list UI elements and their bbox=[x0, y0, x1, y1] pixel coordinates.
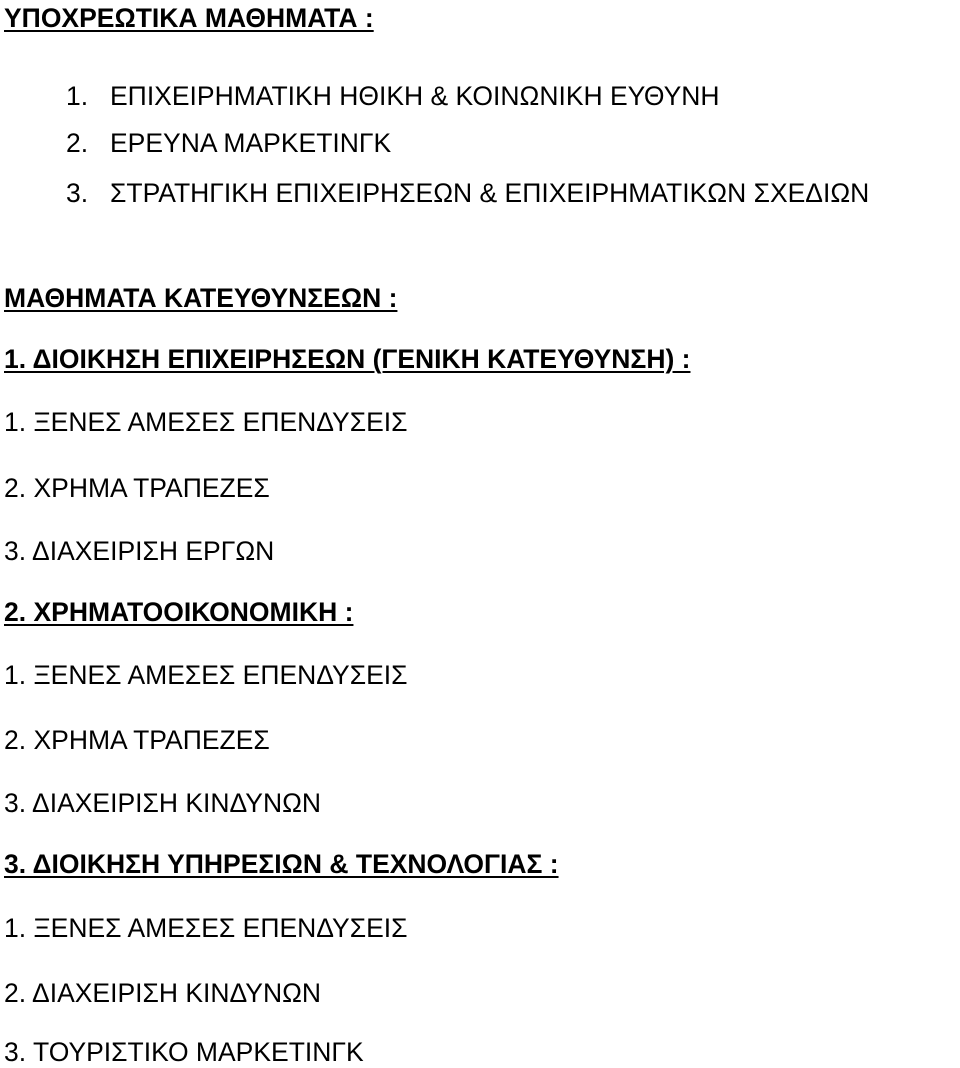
direction-title: 3. ΔΙΟΙΚΗΣΗ ΥΠΗΡΕΣΙΩΝ & ΤΕΧΝΟΛΟΓΙΑΣ : bbox=[4, 849, 559, 879]
mandatory-item bbox=[66, 177, 869, 209]
directions-heading: ΜΑΘΗΜΑΤΑ ΚΑΤΕΥΘΥΝΣΕΩΝ : bbox=[4, 283, 398, 313]
item-number: 3. bbox=[66, 178, 89, 208]
mandatory-item bbox=[66, 127, 391, 159]
direction-item: 1. ΞΕΝΕΣ ΑΜΕΣΕΣ ΕΠΕΝΔΥΣΕΙΣ bbox=[4, 660, 408, 690]
item-label: ΕΠΙΧΕΙΡΗΜΑΤΙΚΗ ΗΘΙΚΗ & ΚΟΙΝΩΝΙΚΗ ΕΥΘΥΝΗ bbox=[110, 81, 720, 111]
direction-item: 3. ΔΙΑΧΕΙΡΙΣΗ ΚΙΝΔΥΝΩΝ bbox=[4, 788, 322, 818]
direction-item: 3. ΔΙΑΧΕΙΡΙΣΗ ΕΡΓΩΝ bbox=[4, 536, 275, 566]
direction-item: 2. ΧΡΗΜΑ ΤΡΑΠΕΖΕΣ bbox=[4, 725, 270, 755]
item-label: ΣΤΡΑΤΗΓΙΚΗ ΕΠΙΧΕΙΡΗΣΕΩΝ & ΕΠΙΧΕΙΡΗΜΑΤΙΚΩΝ ΣΧΕΔΙΩΝ bbox=[110, 178, 870, 208]
direction-item: 2. ΧΡΗΜΑ ΤΡΑΠΕΖΕΣ bbox=[4, 473, 270, 503]
direction-item: 2. ΔΙΑΧΕΙΡΙΣΗ ΚΙΝΔΥΝΩΝ bbox=[4, 978, 322, 1008]
direction-title: 1. ΔΙΟΙΚΗΣΗ ΕΠΙΧΕΙΡΗΣΕΩΝ (ΓΕΝΙΚΗ ΚΑΤΕΥΘΥΝΣΗ) : bbox=[4, 344, 691, 374]
direction-item: 3. ΤΟΥΡΙΣΤΙΚΟ ΜΑΡΚΕΤΙΝΓΚ bbox=[4, 1037, 364, 1067]
mandatory-item bbox=[66, 80, 720, 112]
item-label: ΕΡΕΥΝΑ ΜΑΡΚΕΤΙΝΓΚ bbox=[110, 128, 392, 158]
item-number: 2. bbox=[66, 128, 89, 158]
direction-title: 2. ΧΡΗΜΑΤΟΟΙΚΟΝΟΜΙΚΗ : bbox=[4, 597, 354, 627]
direction-item: 1. ΞΕΝΕΣ ΑΜΕΣΕΣ ΕΠΕΝΔΥΣΕΙΣ bbox=[4, 913, 408, 943]
mandatory-heading: ΥΠΟΧΡΕΩΤΙΚΑ ΜΑΘΗΜΑΤΑ : bbox=[4, 3, 374, 33]
direction-item: 1. ΞΕΝΕΣ ΑΜΕΣΕΣ ΕΠΕΝΔΥΣΕΙΣ bbox=[4, 407, 408, 437]
item-number: 1. bbox=[66, 81, 89, 111]
